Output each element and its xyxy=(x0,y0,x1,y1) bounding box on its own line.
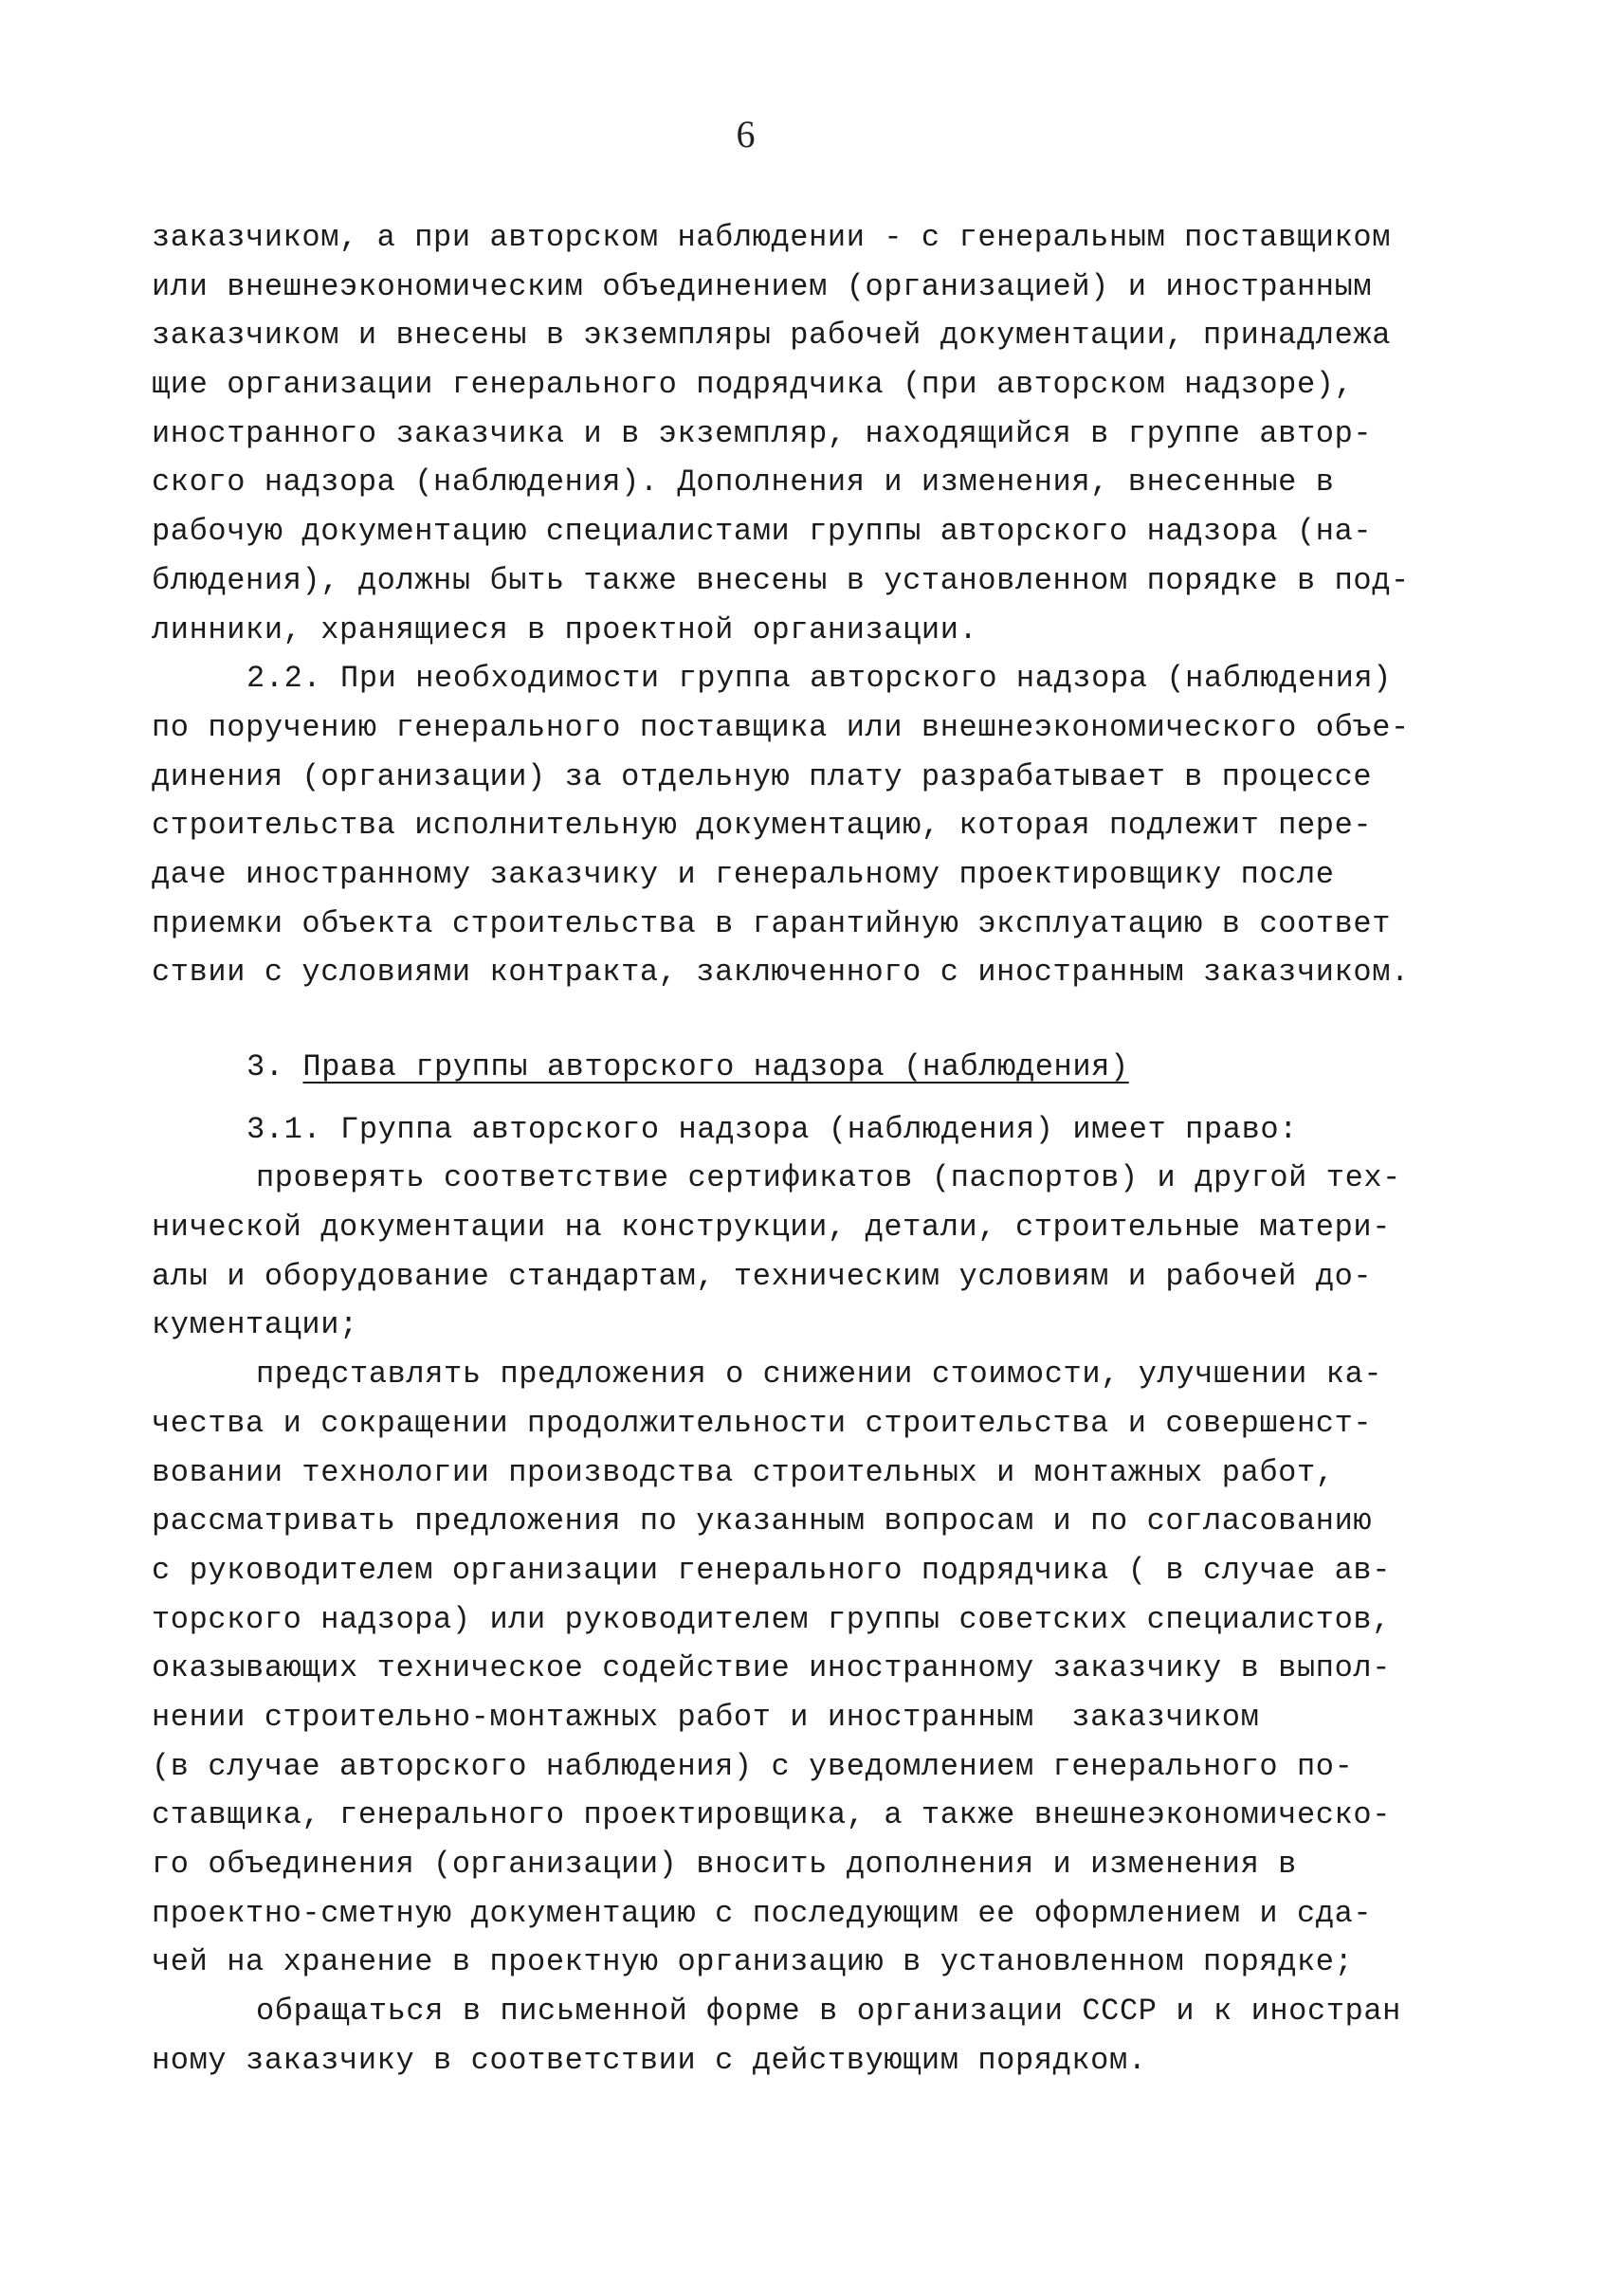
text-line: строительства исполнительную документацию, которая подлежит пере- xyxy=(152,808,1373,844)
text-line: представлять предложения о снижении стоимости, улучшении ка- xyxy=(256,1357,1383,1393)
text-line: рабочую документацию специалистами группы авторского надзора (на- xyxy=(152,514,1373,550)
text-line: линники, хранящиеся в проектной организации. xyxy=(152,611,978,647)
text-line: динения (организации) за отдельную плату разрабатывает в процессе xyxy=(152,758,1373,794)
text-line: нении строительно-монтажных работ и иностранным заказчиком xyxy=(152,1699,1260,1735)
text-line: нической документации на конструкции, детали, строительные матери- xyxy=(152,1210,1392,1246)
text-line: вовании технологии производства строительных и монтажных работ, xyxy=(152,1454,1335,1490)
text-line: ному заказчику в соответствии с действующим порядком. xyxy=(152,2042,1147,2078)
text-line: иностранного заказчика и в экземпляр, находящийся в группе автор- xyxy=(152,415,1373,451)
section-spacer xyxy=(152,997,1498,1043)
text-line: 2.2. При необходимости группа авторского надзора (наблюдения) xyxy=(246,661,1392,697)
text-line: алы и оборудование стандартам, техническим условиям и рабочей до- xyxy=(152,1258,1373,1294)
text-line: или внешнеэкономическим объединением (организацией) и иностранным xyxy=(152,268,1373,304)
text-line: чества и сокращении продолжительности строительства и совершенст- xyxy=(152,1405,1373,1441)
section-heading xyxy=(152,1043,1498,1092)
paragraph-propose xyxy=(152,1350,1498,1987)
paragraph-appeal xyxy=(152,1987,1498,2085)
page-number: 6 xyxy=(736,113,756,155)
text-line: (в случае авторского наблюдения) с уведомлением генерального по- xyxy=(152,1748,1354,1784)
text-line: го объединения (организации) вносить дополнения и изменения в xyxy=(152,1847,1297,1882)
text-line: чей на хранение в проектную организацию в установленном порядке; xyxy=(152,1944,1354,1980)
section-title: Права группы авторского надзора (наблюдения) xyxy=(302,1049,1129,1084)
text-line: заказчиком и внесены в экземпляры рабочей документации, принадлежа xyxy=(152,318,1392,354)
text-line: проектно-сметную документацию с последующим ее оформлением и сда- xyxy=(152,1895,1373,1931)
paragraph-check xyxy=(152,1154,1498,1350)
text-line: по поручению генерального поставщика или внешнеэкономического объе- xyxy=(152,709,1410,745)
text-line: торского надзора) или руководителем группы советских специалистов, xyxy=(152,1601,1392,1637)
text-line: кументации; xyxy=(152,1307,358,1343)
text-line: щие организации генерального подрядчика (при авторском надзоре), xyxy=(152,367,1354,403)
text-line: даче иностранному заказчику и генеральному проектировщику после xyxy=(152,856,1335,892)
text-line: проверять соответствие сертификатов (паспортов) и другой тех- xyxy=(256,1160,1401,1196)
heading-spacer xyxy=(152,1092,1498,1105)
text-line: рассматривать предложения по указанным вопросам и по согласованию xyxy=(152,1503,1373,1539)
text-line: с руководителем организации генерального подрядчика ( в случае ав- xyxy=(152,1552,1392,1588)
text-line: ставщика, генерального проектировщика, а также внешнеэкономическо- xyxy=(152,1797,1392,1833)
text-line: блюдения), должны быть также внесены в установленном порядке в под- xyxy=(152,562,1410,598)
paragraph-continuation xyxy=(152,213,1498,654)
paragraph-3-1 xyxy=(152,1105,1498,1155)
text-line: оказывающих техническое содействие иностранному заказчику в выпол- xyxy=(152,1650,1392,1686)
body-text xyxy=(152,213,1498,2085)
section-number: 3. xyxy=(246,1049,284,1084)
text-line: заказчиком, а при авторском наблюдении - с генеральным поставщиком xyxy=(152,220,1392,255)
text-line: приемки объекта строительства в гарантийную эксплуатацию в соответ xyxy=(152,905,1392,941)
paragraph-2-2 xyxy=(152,654,1498,997)
text-line: 3.1. Группа авторского надзора (наблюдения) имеет право: xyxy=(246,1111,1298,1147)
text-line: ствии с условиями контракта, заключенного с иностранным заказчиком. xyxy=(152,955,1410,991)
text-line: обращаться в письменной форме в организации СССР и к иностран xyxy=(256,1994,1401,2030)
text-line: ского надзора (наблюдения). Дополнения и изменения, внесенные в xyxy=(152,464,1335,501)
